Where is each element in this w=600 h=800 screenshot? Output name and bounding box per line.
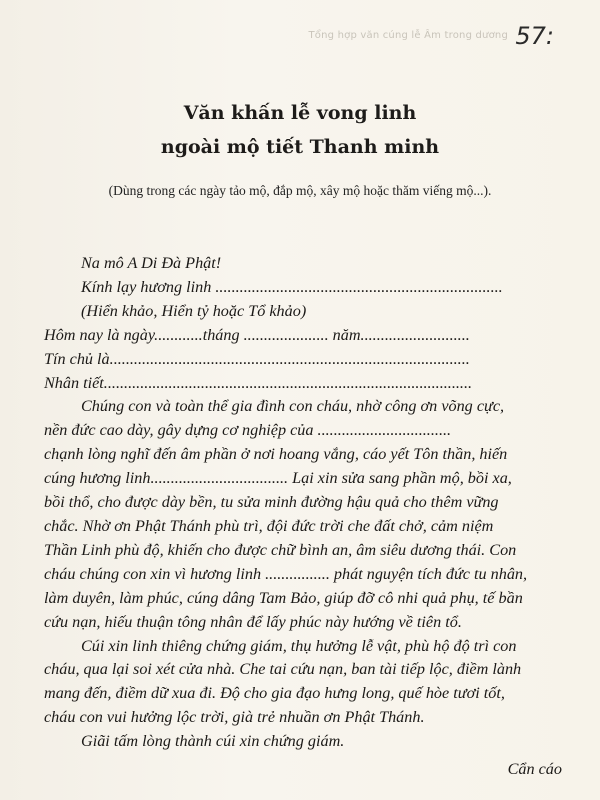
title-line-1: Văn khấn lễ vong linh xyxy=(183,102,417,124)
running-title: Tổng hợp văn cúng lễ Âm trong dương xyxy=(308,30,508,41)
text-line: Cúi xin linh thiêng chứng giám, thụ hưởng lễ vật, phù hộ độ trì con xyxy=(81,636,517,655)
text-line: (Hiển khảo, Hiển tỷ hoặc Tổ khảo) xyxy=(81,301,307,320)
text-line: cháu con vui hưởng lộc trời, già trẻ nhuần ơn Phật Thánh. xyxy=(44,708,425,727)
closing-signoff: Cẩn cáo xyxy=(507,760,562,779)
title-line-2: ngoài mộ tiết Thanh minh xyxy=(160,136,440,158)
text-line: Tín chủ là......................................................................................... xyxy=(44,349,470,368)
text-line: Hôm nay là ngày............tháng ..................... năm........................... xyxy=(44,325,470,344)
text-line: cháu, qua lại soi xét cửa nhà. Che tai cứu nạn, ban tài tiếp lộc, điềm lành xyxy=(44,660,522,679)
usage-note: (Dùng trong các ngày tảo mộ, đắp mộ, xây mộ hoặc thăm viếng mộ...). xyxy=(108,183,492,198)
text-line: bồi thổ, cho được dày bền, tu sửa minh đường hậu quả cho thêm vững xyxy=(44,493,499,512)
text-line: Chúng con và toàn thể gia đình con cháu, nhờ công ơn võng cực, xyxy=(81,397,505,416)
text-line: Nhân tiết........................................................................................... xyxy=(44,373,473,392)
page-number: 57: xyxy=(515,22,554,50)
text-line: Kính lạy hương linh ....................................................................... xyxy=(81,277,503,296)
text-line: làm duyên, làm phúc, cúng dâng Tam Bảo, giúp đỡ cô nhi quả phụ, tế bần xyxy=(44,588,523,607)
text-line: nền đức cao dày, gây dựng cơ nghiệp của ................................. xyxy=(44,421,452,440)
text-line: Na mô A Di Đà Phật! xyxy=(81,254,222,272)
text-line: mang đến, điềm dữ xua đi. Độ cho gia đạo hưng long, quế hòe tươi tốt, xyxy=(44,684,505,703)
text-line: Thần Linh phù độ, khiến cho được chữ bình an, âm siêu dương thái. Con xyxy=(44,540,517,559)
text-line: cứu nạn, hiếu thuận tông nhân để lấy phúc này hướng về tiên tổ. xyxy=(44,612,462,631)
text-line: cúng hương linh.................................. Lại xin sửa sang phần mộ, bồi xa, xyxy=(44,469,512,488)
text-line: Giãi tấm lòng thành cúi xin chứng giám. xyxy=(81,732,345,751)
running-header xyxy=(0,22,600,52)
page-title xyxy=(0,96,600,164)
text-line: chạnh lòng nghĩ đến âm phần ở nơi hoang vắng, cáo yết Tôn thần, hiến xyxy=(44,445,508,464)
text-line: cháu chúng con xin vì hương linh ................ phát nguyện tích đức tu nhân, xyxy=(44,564,528,583)
prayer-text xyxy=(44,252,564,782)
text-line: chắc. Nhờ ơn Phật Thánh phù trì, đội đức trời che đất chở, cảm niệm xyxy=(44,516,494,535)
